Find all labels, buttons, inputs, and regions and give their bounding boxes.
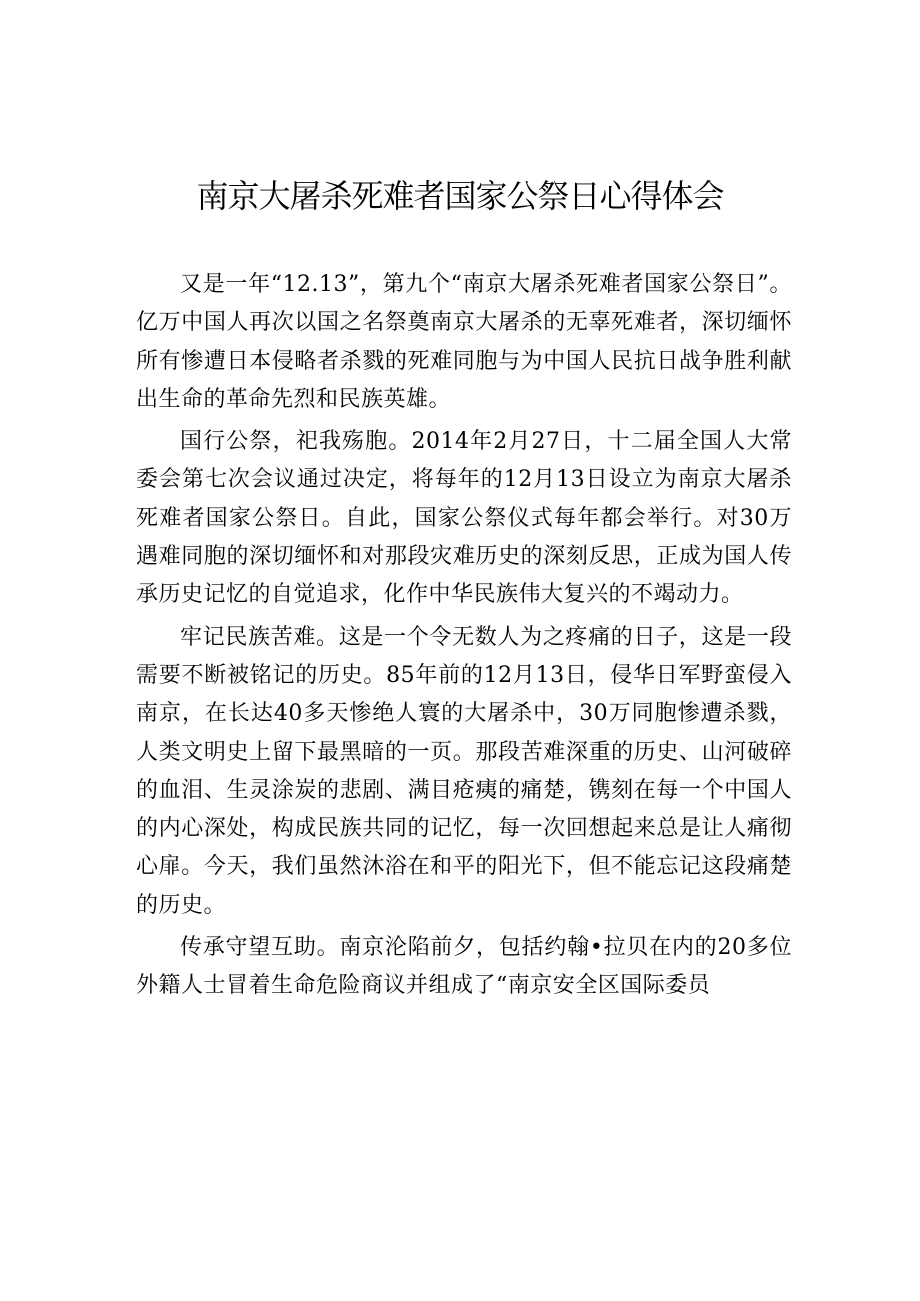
paragraph-1: 又是一年“12.13”，第九个“南京大屠杀死难者国家公祭日”。亿万中国人再次以国之名祭奠南京大屠杀的无辜死难者，深切缅怀所有惨遭日本侵略者杀戮的死难同胞与为中国人民抗日战争胜利献出生命的革命先烈和民族英雄。	[136, 272, 792, 412]
paragraph-3: 牢记民族苦难。这是一个令无数人为之疼痛的日子，这是一段需要不断被铭记的历史。85年前的12月13日，侵华日军野蛮侵入南京，在长达40多天惨绝人寰的大屠杀中，30万同胞惨遭杀戮，人类文明史上留下最黑暗的一页。那段苦难深重的历史、山河破碎的血泪、生灵涂炭的悲剧、满目疮痍的痛楚，镌刻在每一个中国人的内心深处，构成民族共同的记忆，每一次回想起来总是让人痛彻心扉。今天，我们虽然沐浴在和平的阳光下，但不能忘记这段痛楚的历史。	[136, 624, 792, 918]
paragraph-4: 传承守望互助。南京沦陷前夕，包括约翰•拉贝在内的20多位外籍人士冒着生命危险商议并组成了“南京安全区国际委员	[136, 935, 792, 999]
document-title: 南京大屠杀死难者国家公祭日心得体会	[196, 177, 724, 215]
paragraph-2: 国行公祭，祀我殇胞。2014年2月27日，十二届全国人大常委会第七次会议通过决定，将每年的12月13日设立为南京大屠杀死难者国家公祭日。自此，国家公祭仪式每年都会举行。对30万遇难同胞的深切缅怀和对那段灾难历史的深刻反思，正成为国人传承历史记忆的自觉追求，化作中华民族伟大复兴的不竭动力。	[136, 429, 792, 608]
document-body	[136, 266, 792, 1006]
